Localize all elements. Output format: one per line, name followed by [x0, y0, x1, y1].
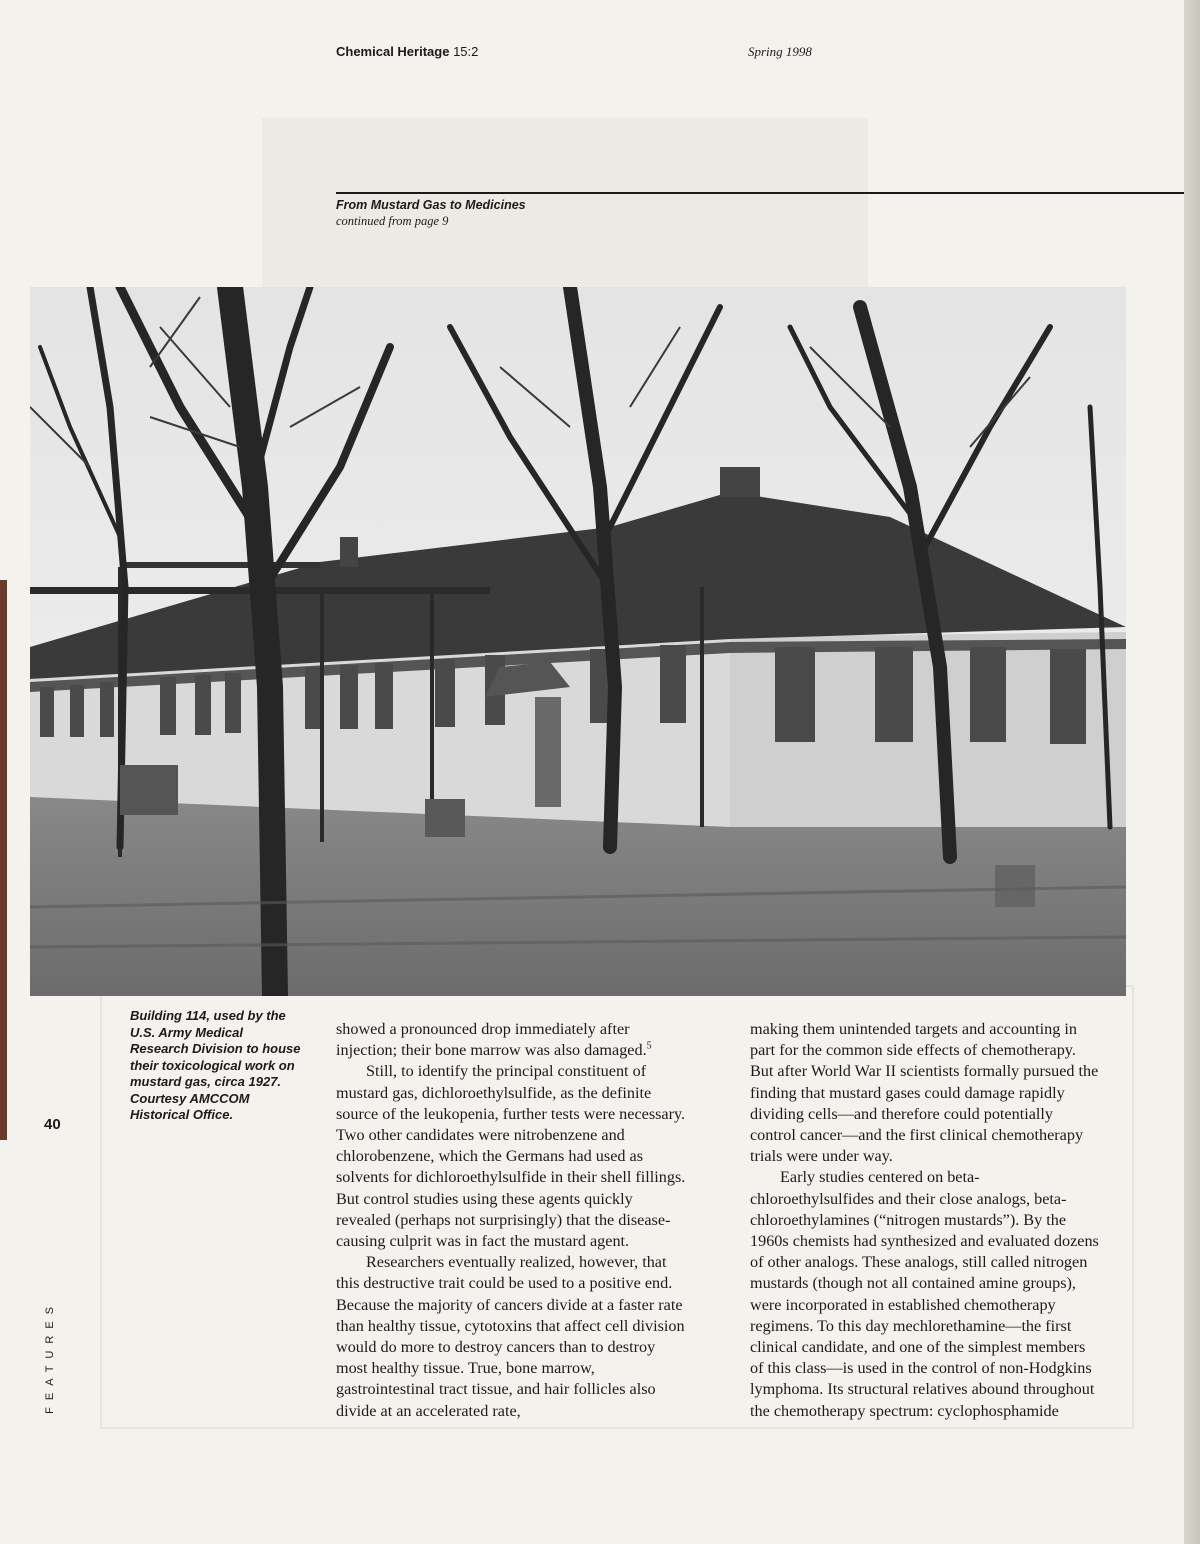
paragraph: Still, to identify the principal constituent of mustard gas, dichloroethylsulfide, as the definite source of the leukopenia, further tests were necessary. Two other candidates were nitrobenzene and chlorobenzene, which the Germans had used as solvents for dichloroethylsulfide in their shell fillings. But control studies using these agents quickly revealed (perhaps not surprisingly) that the disease-causing culprit was in fact the mustard agent. [336, 1062, 686, 1251]
photograph-drawing [30, 287, 1126, 996]
page-edge-tab [0, 580, 7, 1140]
running-header-season: Spring 1998 [748, 44, 812, 59]
running-header-journal [336, 44, 478, 59]
page-number: 40 [44, 1116, 61, 1133]
continuation-subtitle: continued from page 9 [336, 214, 449, 228]
text-column-2 [750, 1019, 1100, 1422]
journal-issue: 15:2 [453, 44, 479, 59]
text-column-1 [336, 1019, 686, 1422]
journal-name: Chemical Heritage [336, 44, 450, 59]
paragraph: Early studies centered on beta-chloroethylsulfides and their close analogs, beta-chloroethylamines (“nitrogen mustards”). By the 1960s chemists had synthesized and evaluated dozens of other analogs. These analogs, still called nitrogen mustards (though not all contained amine groups), were incorporated in established chemotherapy regimens. To this day mechlorethamine—the first clinical candidate, and one of the simplest members of this class—is used in the control of non-Hodgkins lymphoma. Its structural relatives abound throughout the chemotherapy spectrum: cyclophosphamide [750, 1168, 1099, 1420]
continuation-title: From Mustard Gas to Medicines [336, 198, 526, 212]
header-rule [336, 192, 1184, 194]
binding-edge [1184, 0, 1200, 1544]
photo-caption: Building 114, used by the U.S. Army Medical Research Division to house their toxicological work on mustard gas, circa 1927. Courtesy AMCCOM Historical Office. [130, 1008, 301, 1122]
footnote-reference: 5 [646, 1040, 652, 1052]
paragraph [336, 1019, 686, 1061]
paragraph-text: showed a pronounced drop immediately after injection; their bone marrow was also damaged. [336, 1020, 647, 1060]
paragraph: making them unintended targets and accounting in part for the common side effects of chemotherapy. But after World War II scientists formally pursued the finding that mustard gases could damage rapidly dividing cells—and therefore could potentially control cancer—and the first clinical chemotherapy trials were under way. [750, 1020, 1099, 1166]
section-label: FEATURES [44, 1300, 56, 1414]
paragraph: Researchers eventually realized, however, that this destructive trait could be used to a positive end. Because the majority of cancers divide at a faster rate than healthy tissue, cytotoxins that affect cell division would do more to destroy cancers than to destroy most healthy tissue. True, bone marrow, gastrointestinal tract tissue, and hair follicles also divide at an accelerated rate, [336, 1253, 685, 1420]
building-photograph [30, 287, 1126, 996]
